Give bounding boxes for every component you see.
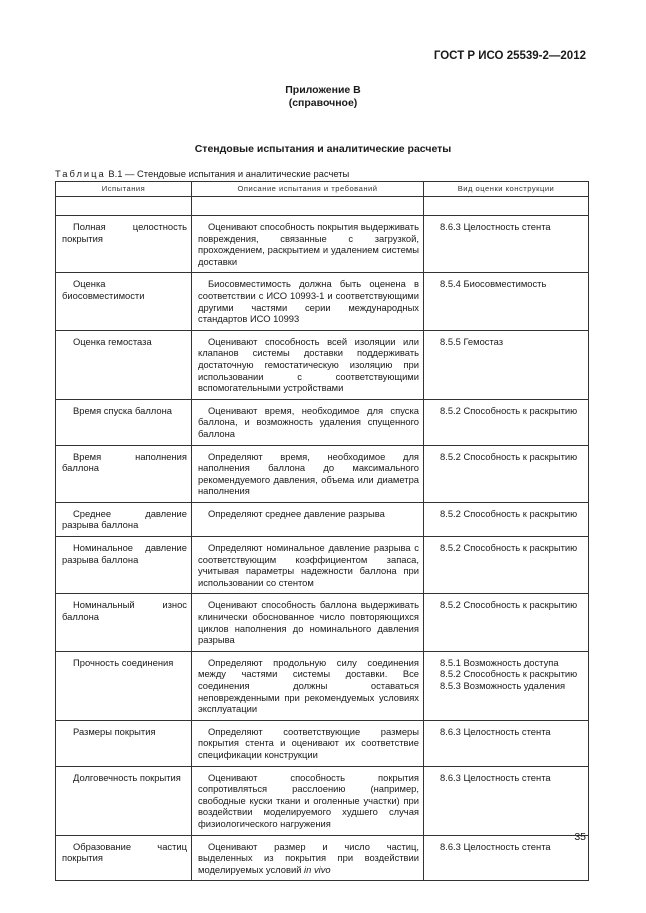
test-name-cell: Оценка биосовместимости [56,273,192,330]
evaluation-cell [424,330,589,399]
evaluation-item: 8.5.4 Биосовместимость [440,278,547,290]
description-text: Оценивают время, необходимое для спуска баллона, и возможность удаления спущенного баллона [198,404,419,439]
evaluation-cell [424,537,589,594]
table-row [56,502,589,536]
appendix-heading [0,84,646,110]
table-row [56,399,589,445]
test-description-cell [192,651,424,720]
test-name-cell: Прочность соединения [56,651,192,720]
test-name-cell: Время спуска баллона [56,399,192,445]
table-row [56,766,589,835]
table-row [56,651,589,720]
table-row [56,835,589,881]
table-caption-text: В.1 — Стендовые испытания и аналитические расчеты [108,168,350,179]
evaluation-item: 8.5.2 Способность к раскрытию [440,404,578,416]
description-text: Определяют время, необходимое для наполнения баллона до максимального рекомендуемого давления, объема или диаметра наполнения [198,450,419,497]
description-text: Определяют среднее давление разрыва [208,507,385,519]
table-row [56,330,589,399]
evaluation-cell [424,720,589,766]
evaluation-cell [424,835,589,881]
test-name-cell: Номинальный износ баллона [56,594,192,651]
section-title: Стендовые испытания и аналитические расчеты [194,143,452,155]
test-description-cell [192,502,424,536]
test-name-cell: Номинальное давление разрыва баллона [56,537,192,594]
test-name-cell: Время наполнения баллона [56,445,192,502]
description-text: Оценивают размер и число частиц, выделенных из покрытия при воздействии моделируемых условий [198,840,419,875]
evaluation-cell [424,651,589,720]
evaluation-item: 8.5.2 Способность к раскрытию [440,507,578,519]
table-row [56,594,589,651]
table-body [56,197,589,881]
test-name-cell: Образование частиц покрытия [56,835,192,881]
header-evaluation: Вид оценки конструкции [424,182,589,197]
evaluation-item: 8.6.3 Целостность стента [440,221,551,232]
evaluation-item: 8.5.2 Способность к раскрытию [440,599,578,611]
table-caption [55,168,349,179]
table-row [56,273,589,330]
evaluation-item: 8.5.3 Возможность удаления [440,680,566,691]
table-row [56,720,589,766]
description-text: Биосовместимость должна быть оценена в соответствии с ИСО 10993-1 и соответствующими другими частями серии международных стандартов ИСО 10993 [198,278,419,325]
evaluation-cell [424,445,589,502]
standard-header: ГОСТ Р ИСО 25539-2—2012 [433,50,586,62]
table-spacer-row [56,197,589,216]
description-text: Определяют номинальное давление разрыва с соответствующим коэффициентом запаса, учитывая параметры надежности баллона при использовании со стентом [198,542,419,588]
description-text: Определяют продольную силу соединения между частями системы доставки. Все соединения должны оставаться неповрежденными при рекомендуемых условиях эксплуатации [198,656,419,715]
appendix-subtitle: (справочное) [288,97,358,109]
evaluation-item: 8.5.5 Гемостаз [440,335,504,347]
test-description-cell [192,273,424,330]
test-description-cell [192,594,424,651]
evaluation-cell [424,502,589,536]
test-name-cell: Долговечность покрытия [56,766,192,835]
table-row [56,445,589,502]
evaluation-item: 8.6.3 Целостность стента [440,725,551,737]
appendix-title: Приложение В [285,84,361,96]
evaluation-cell [424,766,589,835]
tests-table [55,181,589,881]
test-description-cell [192,445,424,502]
test-description-cell [192,330,424,399]
test-description-cell [192,537,424,594]
evaluation-cell [424,399,589,445]
header-tests: Испытания [56,182,192,197]
test-description-cell [192,216,424,273]
test-description-cell [192,766,424,835]
evaluation-cell [424,594,589,651]
test-name-cell: Среднее давление разрыва баллона [56,502,192,536]
evaluation-item: 8.6.3 Целостность стента [440,771,551,783]
test-description-cell [192,835,424,881]
table-caption-label: Таблица [55,168,106,179]
evaluation-cell [424,273,589,330]
table-header-row [56,182,589,197]
page-number: 35 [574,831,586,843]
description-text: Оценивают способность покрытия выдерживать повреждения, связанные с загрузкой, прохождением, раскрытием и удалением системы доставки [198,221,419,267]
description-text: Определяют соответствующие размеры покрытия стента и оценивают их соответствие спецификации конструкции [198,725,419,760]
table-row [56,216,589,273]
evaluation-cell [424,216,589,273]
evaluation-item: 8.5.2 Способность к раскрытию [440,542,578,554]
evaluation-item: 8.5.2 Способность к раскрытию [440,450,578,462]
description-text: Оценивают способность баллона выдерживать клинически обоснованное число повторяющихся циклов наполнения до номинального давления разрыва [198,599,419,646]
test-description-cell [192,399,424,445]
test-description-cell [192,720,424,766]
evaluation-item: 8.5.2 Способность к раскрытию [440,668,578,680]
description-italic-text: in vivo [304,863,331,875]
description-text: Оценивают способность покрытия сопротивляться расслоению (например, свободные куски ткани и оголенные участки) при воздействии моделируемого худшего случая физиологического нагружения [198,771,419,829]
evaluation-item: 8.6.3 Целостность стента [440,840,551,852]
table-row [56,537,589,594]
description-text: Оценивают способность всей изоляции или клапанов системы доставки поддерживать достаточную гемостатическую изоляцию при использовании с соответствующими вспомогательными устройствами [198,335,419,394]
test-name-cell: Полная целостность покрытия [56,216,192,273]
header-description: Описание испытания и требований [192,182,424,197]
test-name-cell: Размеры покрытия [56,720,192,766]
test-name-cell: Оценка гемостаза [56,330,192,399]
evaluation-item: 8.5.1 Возможность доступа [440,656,559,668]
